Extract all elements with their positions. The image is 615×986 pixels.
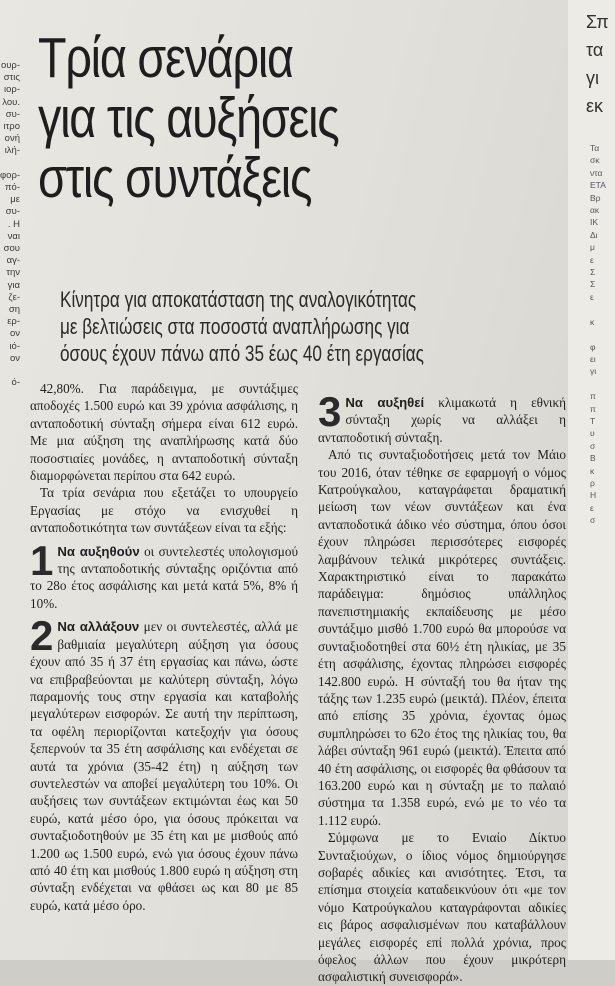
fragment-line [590,378,615,390]
scenario-body: μεν οι συντελεστές, αλλά με βαθμιαία μεγαλύτερη αύξηση για όσους έχουν από 35 ή 37 έτη εργασίας και πάνω, ώστε να επιβραβεύονται με καλύτερη σύνταξη, λόγω παραμονής τους στην εργασία και καταβολής μεγαλύτερων εισφορών. Σε αυτή την περίπτωση, τα οφέλη περιορίζονται κατεξοχήν για όσους ξεπερνούν τα 35 έτη ασφάλισης και ενδέχεται σε αυτά τα χρόνια (35-42 έτη) η αύξηση των συντελεστών να αποβεί μεγαλύτερη του 10%. Οι αυξήσεις των συντάξεων εκτιμώνται έως και 50 ευρώ, κατά μέσο όρο, για όσους πρόκειται να συνταξιοδοτηθούν με 35 έτη και με μισθούς από 1.200 ως 1.500 ευρώ, ενώ για όσους έχουν πάνω από 40 έτη και μισθούς 1.800 ευρώ η αύξηση στη σύνταξη ενδέχεται να φθάσει ως και 80 με 85 ευρώ, κατά μέσο όρο. [30,619,299,913]
fragment-line: φορ- [0,169,20,181]
fragment-line: στις [3,72,20,84]
adjacent-column-fragment-left [0,60,20,480]
adjacent-text-fragment [568,142,615,527]
fragment-line [0,365,20,377]
fragment-line: ζε- [8,291,20,303]
fragment-headline-line: γι [586,68,599,88]
fragment-line: σου [3,243,20,255]
fragment-line: π [590,391,596,402]
fragment-line: ιορ- [4,84,20,96]
fragment-line: την [6,267,20,279]
fragment-line: ουρ- [0,60,20,71]
scenario-body: οι συντελεστές υπολογισμού της ανταποδοτικής σύνταξης οριζόντια από το 28ο έτος ασφάλισης και μετά κατά 5%, 8% ή 10%. [30,543,298,611]
subhead-line: με βελτιώσεις στα ποσοστά αναπλήρωσης για [60,314,410,339]
scenario-item-1 [30,536,298,613]
adjacent-article-fragment-right [568,0,615,960]
fragment-line: ΕΤΑ [590,180,606,191]
fragment-line: συ- [5,108,20,120]
fragment-line: ιλή- [4,145,20,157]
fragment-line: ιτρο [3,121,20,133]
scenario-number: 3 [318,388,342,435]
fragment-line: ιό- [9,340,20,352]
fragment-line: σ [590,515,596,526]
fragment-headline-line: εκ [586,96,604,116]
fragment-line: ναι [7,230,20,242]
scenario-number: 1 [30,536,54,584]
fragment-line: Σ [590,267,596,278]
fragment-line: κ [590,465,595,476]
scenario-item-3 [318,388,566,446]
fragment-line: . Η [7,218,20,230]
article-headline [38,28,464,208]
headline-line: για τις αυξήσεις [38,86,339,150]
fragment-line [0,158,20,170]
fragment-line: π [590,403,596,414]
headline-line: Τρία σενάρια [38,26,293,90]
fragment-line: ε [590,291,594,302]
scenario-lead: Να αυξηθούν [57,543,140,559]
article-column-right [318,380,566,986]
fragment-line [590,303,615,315]
body-paragraph: Από τις συνταξιοδοτήσεις μετά τον Μάιο του 2016, όταν τέθηκε σε εφαρμογή ο νόμος Κατρούγκαλου, καταγράφεται δραματική μείωση των νέων συντάξεων και ένα ανταποδοτικά άδικο νέο σύστημα, όπου όσοι έχουν πληρώσει περισσότερες εισφορές λαμβάνουν τελικά μικρότερες συντάξεις. Χαρακτηριστικό είναι το παρακάτω παράδειγμα: δημόσιος υπάλληλος πανεπιστημιακής εκπαίδευσης με μέσο συντάξιμο μισθό 1.700 ευρώ θα μπορούσε να συνταξιοδοτηθεί στα 60½ έτη ηλικίας, με 35 έτη ασφάλισης, έχοντας πληρώσει εισφορές 142.800 ευρώ. Η σύνταξή του θα ήταν της τάξης των 1.235 ευρώ (μεικτά). Πλέον, έπειτα από επίσης 35 χρόνια, έχοντας όμως συμπληρώσει το 62ο έτος της ηλικίας του, θα λάβει σύνταξη 961 ευρώ (μεικτά). Έπειτα από 40 έτη ασφάλισης, οι εισφορές θα φθάσουν τα 163.200 ευρώ και η σύνταξη με το παλαιό σύστημα τα 1.358 ευρώ, ενώ με το νέο τα 1.112 ευρώ. [318,447,566,828]
fragment-line: Η [590,490,597,501]
fragment-headline-line: τα [586,40,604,60]
body-paragraph: Τα τρία σενάρια που εξετάζει το υπουργείο Εργασίας με στόχο να ενισχυθεί η ανταποδοτικότητα των συντάξεων είναι τα εξής: [30,485,298,536]
scenario-text [30,612,299,914]
fragment-line: ντα [590,167,603,178]
fragment-line: ρ [590,477,595,488]
fragment-line: Τα [590,143,600,153]
adjacent-headline-fragment [568,0,615,120]
subhead-line: όσους έχουν πάνω από 35 έως 40 έτη εργασίας [60,341,424,366]
fragment-line: πό- [4,182,20,194]
scenario-text [30,536,298,613]
subhead-line: Κίνητρα για αποκατάσταση της αναλογικότητας [60,287,417,312]
fragment-line: ε [590,502,594,513]
fragment-line: ει [590,353,596,364]
article-column-left [30,380,298,914]
fragment-line: συ- [5,206,20,218]
fragment-line: ση [8,304,20,316]
fragment-line: ερ- [7,316,20,328]
fragment-line: Δι [590,229,598,240]
fragment-line: ε [590,254,594,265]
scenario-lead: Να αλλάξουν [57,619,140,635]
body-paragraph: 42,80%. Για παράδειγμα, με συντάξιμες αποδοχές 1.500 ευρώ και 39 χρόνια ασφάλισης, η ανταποδοτική σύνταξη σήμερα είναι 612 ευρώ. Με μια αύξηση της αναπλήρωσης κατά δύο ποσοστιαίες μονάδες, η ανταποδοτική σύνταξη διαμορφώνεται περίπου στα 642 ευρώ. [30,381,298,484]
fragment-line: Τ [590,415,596,426]
body-paragraph: Σύμφωνα με το Ενιαίο Δίκτυο Συνταξιούχων, ο ίδιος νόμος δημιούργησε σοβαρές αδικίες και ανισότητες. Έτσι, τα επίσημα στοιχεία καταδεικνύουν ότι «με τον νόμο Κατρούγκαλου καταγράφονται αδικίες εις βάρος ασφαλισμένων που καταβάλλουν μεγάλες εισφορές επί πολλά χρόνια, προς όφελος άλλων που έχουν μικρότερη ασφαλιστική συνεισφορά». [318,830,566,985]
fragment-line: σ [590,440,596,451]
fragment-line: Σ [590,279,596,290]
article-subheadline [60,286,544,367]
fragment-line: Β [590,453,596,464]
fragment-line: Βρ [590,192,601,203]
fragment-line: με [10,194,20,206]
fragment-line: γι [590,366,597,377]
fragment-line: ακ [590,205,600,216]
fragment-line: ΙΚ [590,217,599,228]
fragment-line [590,328,615,340]
scenario-lead: Να αυξηθεί [345,395,425,410]
fragment-line: υ [590,428,595,439]
fragment-line: μ [590,242,595,253]
scenario-item-2 [30,612,299,914]
fragment-line: ονή [4,133,20,145]
scenario-number: 2 [30,612,54,660]
headline-line: στις συντάξεις [38,146,312,210]
fragment-line: φ [590,341,596,352]
fragment-line: ον [9,328,20,340]
fragment-line: ό- [11,377,20,389]
fragment-line: για [7,279,20,291]
scenario-body: κλιμακωτά η εθνική σύνταξη χωρίς να αλλάξει η ανταποδοτική σύνταξη. [318,395,566,445]
fragment-line: αγ- [6,255,20,267]
fragment-headline-line: Σπ [586,12,609,32]
fragment-line: λου. [2,96,20,108]
fragment-line: σκ [590,155,600,166]
fragment-line: ον [9,352,20,364]
fragment-line: κ [590,316,595,327]
scenario-text [318,388,566,446]
